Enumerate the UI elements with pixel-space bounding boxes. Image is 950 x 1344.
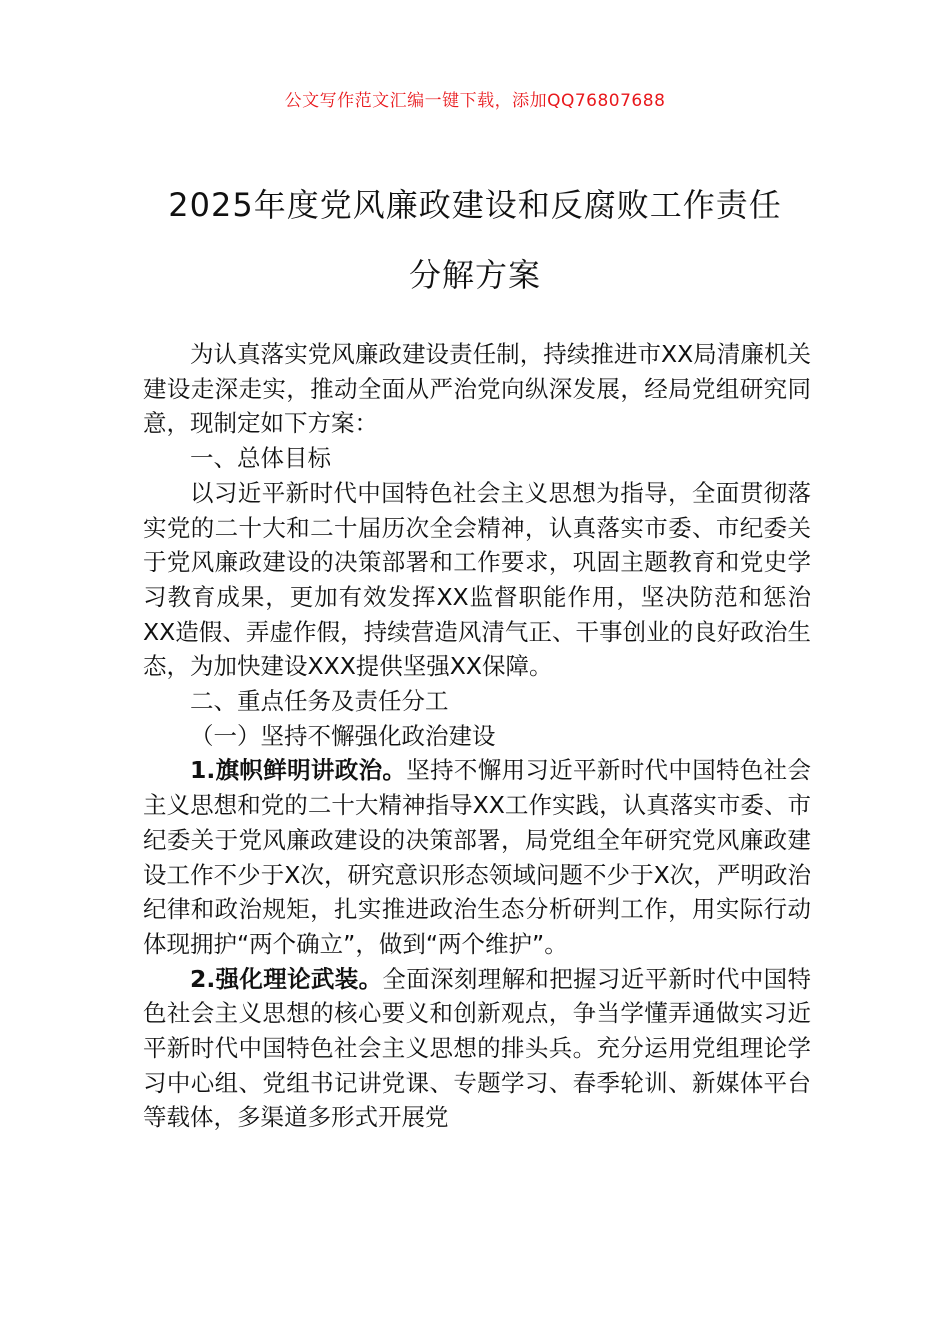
item1-body: 坚持不懈用习近平新时代中国特色社会主义思想和党的二十大精神指导XX工作实践，认真落实市委、市纪委关于党风廉政建设的决策部署，局党组全年研究党风廉政建设工作不少于X次，研究意识形态领域问题不少于X次，严明政治纪律和政治规矩，扎实推进政治生态分析研判工作，用实际行动体现拥护“两个确立”，做到“两个维护”。 bbox=[143, 756, 812, 958]
subsection1-heading: （一）坚持不懈强化政治建设 bbox=[190, 721, 496, 750]
document-title-line1: 2025年度党风廉政建设和反腐败工作责任 bbox=[168, 186, 782, 224]
section2-heading: 二、重点任务及责任分工 bbox=[190, 687, 449, 716]
document-body bbox=[143, 337, 811, 1135]
item2-lead: 2.强化理论武装。 bbox=[190, 964, 383, 993]
download-notice: 公文写作范文汇编一键下载，添加QQ76807688 bbox=[284, 91, 666, 111]
item1-lead: 1.旗帜鲜明讲政治。 bbox=[190, 756, 407, 785]
document-title-line2: 分解方案 bbox=[408, 256, 541, 294]
intro-paragraph: 为认真落实党风廉政建设责任制，持续推进市XX局清廉机关建设走深走实，推动全面从严治党向纵深发展，经局党组研究同意，现制定如下方案： bbox=[143, 340, 811, 438]
item2-body: 全面深刻理解和把握习近平新时代中国特色社会主义思想的核心要义和创新观点，争当学懂弄通做实习近平新时代中国特色社会主义思想的排头兵。充分运用党组理论学习中心组、党组书记讲党课、专题学习、春季轮训、新媒体平台等载体，多渠道多形式开展党 bbox=[143, 964, 812, 1132]
section1-paragraph: 以习近平新时代中国特色社会主义思想为指导，全面贯彻落实党的二十大和二十届历次全会精神，认真落实市委、市纪委关于党风廉政建设的决策部署和工作要求，巩固主题教育和党史学习教育成果，更加有效发挥XX监督职能作用，坚决防范和惩治XX造假、弄虚作假，持续营造风清气正、干事创业的良好政治生态，为加快建设XXX提供坚强XX保障。 bbox=[143, 478, 811, 681]
section1-heading: 一、总体目标 bbox=[190, 444, 331, 473]
item1-paragraph bbox=[143, 753, 811, 961]
item2-paragraph bbox=[143, 962, 811, 1136]
